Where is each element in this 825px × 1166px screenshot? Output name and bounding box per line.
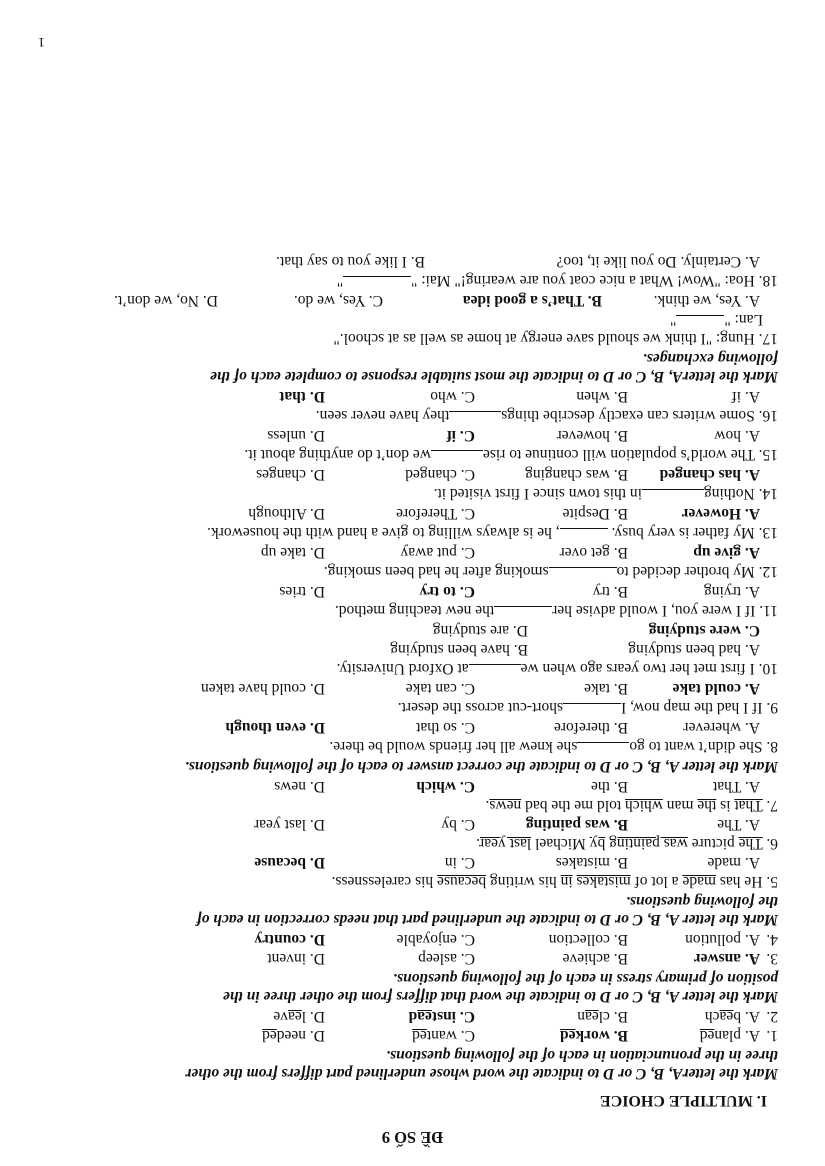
instruction-correct-answer: Mark the letter A, B, C or D to indicate the correct answer to each of the following questions. <box>184 758 778 775</box>
q12-option-a[interactable]: A. give up <box>693 544 760 561</box>
q2-number: 2. <box>766 1008 778 1025</box>
q8-option-a[interactable]: A. wherever <box>683 719 760 736</box>
q14-option-a[interactable]: A. has changed <box>659 466 760 483</box>
q4-option-a[interactable]: A. pollution <box>685 931 760 948</box>
question-7-stem: 7. That is the man which told me the bad news. <box>485 797 778 814</box>
q18-option-b[interactable]: B. I like you to say that. <box>276 253 425 270</box>
instruction-correction: Mark the letter A, B, C or D to indicate the underlined part that needs correction in each of <box>196 911 778 928</box>
q10-option-d[interactable]: D. are studying <box>432 622 528 639</box>
q5-option-b[interactable]: B. mistakes <box>555 854 628 871</box>
q14-option-c[interactable]: C. changed <box>405 466 475 483</box>
question-18-stem: 18. Hoa: "Wow! What a nice coat you are wearing!" Mai: "" <box>336 272 778 289</box>
q6-option-c[interactable]: C. by <box>441 816 475 833</box>
q4-number: 4. <box>766 931 778 948</box>
q3-number: 3. <box>766 950 778 967</box>
instruction-pronunciation: Mark the letterA, B, C or D to indicate the word whose underlined part differs from the other <box>185 1065 778 1082</box>
instruction-stress-cont: position of primary stress in each of the following questions. <box>393 970 778 987</box>
q7-option-a[interactable]: A. That <box>712 778 760 795</box>
q9-option-c[interactable]: C. can take <box>405 680 475 697</box>
q5-option-c[interactable]: C. in <box>444 854 475 871</box>
question-12-stem: 12. My brother decided tosmoking after he had been smoking. <box>323 563 778 580</box>
q14-option-d[interactable]: D. changes <box>256 466 325 483</box>
q5-option-a[interactable]: A. made <box>707 854 760 871</box>
q8-option-b[interactable]: B. therefore <box>553 719 628 736</box>
q10-option-a[interactable]: A. had been studying <box>628 641 760 658</box>
q13-option-a[interactable]: A. However <box>681 505 760 522</box>
q12-option-d[interactable]: D. take up <box>260 544 325 561</box>
q9-option-a[interactable]: A. could take <box>672 680 760 697</box>
q8-option-d[interactable]: D. even though <box>225 719 325 736</box>
instruction-exchanges: Mark the letterA, B, C or D to indicate the most suitable response to complete each of the <box>210 368 778 385</box>
q5-option-d[interactable]: D. because <box>254 854 325 871</box>
instruction-exchanges-cont: following exchanges. <box>642 350 778 367</box>
instruction-stress: Mark the letter A, B, C or D to indicate the word that differs from the other three in the <box>222 988 778 1005</box>
q9-option-d[interactable]: D. could have taken <box>201 680 325 697</box>
q15-option-a[interactable]: A. how <box>714 427 760 444</box>
page-number: 1 <box>38 34 45 49</box>
question-16-stem: 16. Some writers can exactly describe thingsthey have never seen. <box>315 407 778 424</box>
q15-option-d[interactable]: D. unless <box>267 427 325 444</box>
question-11-stem: 11. If I were you, I would advise herthe new teaching method. <box>334 602 778 619</box>
instruction-pronunciation-cont: three in the pronunciation in each of the following questions. <box>386 1047 778 1064</box>
q17-option-b[interactable]: B. That’s a good idea <box>462 292 602 309</box>
page-title: ĐỀ SỐ 9 <box>381 1128 444 1147</box>
q10-option-b[interactable]: B. have been studying <box>390 641 528 658</box>
q4-option-b[interactable]: B. collection <box>548 931 628 948</box>
q3-option-b[interactable]: B. achieve <box>562 950 628 967</box>
q13-option-d[interactable]: D. Although <box>248 505 325 522</box>
q11-option-c[interactable]: C. to try <box>419 583 475 600</box>
question-15-stem: 15. The world’s population will continue to risewe don’t do anything about it. <box>244 446 778 463</box>
question-9-stem: 9. If I had the map now, Ishort-cut across the desert. <box>397 699 778 716</box>
question-8-stem: 8. She didn’t want to goshe knew all her friends would be there. <box>329 738 778 755</box>
q17-option-c[interactable]: C. Yes, we do. <box>293 292 383 309</box>
q16-option-d[interactable]: D. that <box>279 388 325 405</box>
q4-option-c[interactable]: C. enjoyable <box>396 931 475 948</box>
q11-option-a[interactable]: A. trying <box>704 583 760 600</box>
q12-option-c[interactable]: C. put away <box>400 544 475 561</box>
q4-option-d[interactable]: D. country <box>254 931 325 948</box>
question-14-stem: 14. Nothingin this town since I first visited it. <box>433 485 778 502</box>
q17-option-d[interactable]: D. No, we don’t. <box>114 292 218 309</box>
q7-option-d[interactable]: D. news <box>274 778 325 795</box>
q1-option-a[interactable]: A. planed <box>699 1027 760 1044</box>
q10-option-c[interactable]: C. were studying <box>648 622 760 639</box>
q18-option-a[interactable]: A. Certainly. Do you like it, too? <box>556 253 760 270</box>
q3-option-d[interactable]: D. invent <box>267 950 325 967</box>
q15-option-c[interactable]: C. if <box>446 427 475 444</box>
q11-option-d[interactable]: D. tries <box>279 583 325 600</box>
question-5-stem: 5. He has made a lot of mistakes in his writing because his carelessness. <box>331 873 778 890</box>
q2-option-d[interactable]: D. leave <box>273 1008 325 1025</box>
question-17-lan-line: Lan: "" <box>670 311 763 328</box>
q1-option-d[interactable]: D. needed <box>262 1027 325 1044</box>
q3-option-c[interactable]: C. asleep <box>418 950 475 967</box>
q1-option-b[interactable]: B. worked <box>559 1027 628 1044</box>
q8-option-c[interactable]: C. so that <box>416 719 475 736</box>
q16-option-a[interactable]: A. if <box>731 388 760 405</box>
q9-option-b[interactable]: B. take <box>584 680 628 697</box>
q13-option-b[interactable]: B. Despite <box>562 505 628 522</box>
q2-option-b[interactable]: B. clean <box>577 1008 628 1025</box>
q2-option-a[interactable]: A. beach <box>704 1008 760 1025</box>
q14-option-b[interactable]: B. was changing <box>525 466 628 483</box>
question-10-stem: 10. I first met her two years ago when weat Oxford University. <box>336 660 778 677</box>
q6-option-b[interactable]: B. was painting <box>525 816 628 833</box>
instruction-correction-cont: the following questions. <box>625 893 778 910</box>
q12-option-b[interactable]: B. get over <box>559 544 628 561</box>
question-13-stem: 13. My father is very busy. , he is always willing to give a hand with the housework. <box>207 524 778 541</box>
q16-option-b[interactable]: B. when <box>576 388 628 405</box>
q7-option-b[interactable]: B. the <box>590 778 628 795</box>
q17-option-a[interactable]: A. Yes, we think. <box>653 292 760 309</box>
q11-option-b[interactable]: B. try <box>592 583 628 600</box>
q6-option-a[interactable]: A. The <box>717 816 760 833</box>
q1-option-c[interactable]: C. wanted <box>412 1027 475 1044</box>
q13-option-c[interactable]: C. Therefore <box>396 505 475 522</box>
question-6-stem: 6. The picture was painting by Michael last year. <box>476 835 778 852</box>
question-17-stem: 17. Hung: "I think we should save energy at home as well as at school." <box>333 330 778 347</box>
q6-option-d[interactable]: D. last year <box>253 816 325 833</box>
q3-option-a[interactable]: A. answer <box>693 950 760 967</box>
section-title: I. MULTIPLE CHOICE <box>600 1092 767 1109</box>
q7-option-c[interactable]: C. which <box>416 778 475 795</box>
q2-option-c[interactable]: C. instead <box>408 1008 475 1025</box>
q15-option-b[interactable]: B. however <box>556 427 628 444</box>
q16-option-c[interactable]: C. who <box>430 388 475 405</box>
q1-number: 1. <box>766 1027 778 1044</box>
